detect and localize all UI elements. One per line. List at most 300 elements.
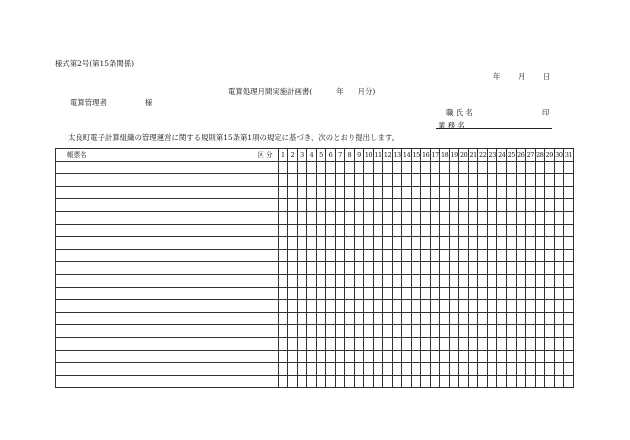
day-cell[interactable] xyxy=(278,375,288,388)
day-cell[interactable] xyxy=(392,174,402,187)
day-cell[interactable] xyxy=(364,363,374,376)
day-cell[interactable] xyxy=(487,174,497,187)
day-cell[interactable] xyxy=(430,224,440,237)
day-cell[interactable] xyxy=(459,363,469,376)
day-cell[interactable] xyxy=(402,287,412,300)
day-cell[interactable] xyxy=(487,312,497,325)
day-cell[interactable] xyxy=(316,262,326,275)
form-name-cell[interactable] xyxy=(56,161,247,174)
day-cell[interactable] xyxy=(421,224,431,237)
day-cell[interactable] xyxy=(545,224,555,237)
day-cell[interactable] xyxy=(411,300,421,313)
day-cell[interactable] xyxy=(430,262,440,275)
day-cell[interactable] xyxy=(459,312,469,325)
day-cell[interactable] xyxy=(526,262,536,275)
day-cell[interactable] xyxy=(392,161,402,174)
day-cell[interactable] xyxy=(507,375,517,388)
day-cell[interactable] xyxy=(487,262,497,275)
day-cell[interactable] xyxy=(497,312,507,325)
day-cell[interactable] xyxy=(373,337,383,350)
day-cell[interactable] xyxy=(516,337,526,350)
day-cell[interactable] xyxy=(449,312,459,325)
day-cell[interactable] xyxy=(440,287,450,300)
day-cell[interactable] xyxy=(335,174,345,187)
day-cell[interactable] xyxy=(421,325,431,338)
day-cell[interactable] xyxy=(288,300,298,313)
day-cell[interactable] xyxy=(554,312,564,325)
day-cell[interactable] xyxy=(526,274,536,287)
day-cell[interactable] xyxy=(545,262,555,275)
day-cell[interactable] xyxy=(459,262,469,275)
day-cell[interactable] xyxy=(516,211,526,224)
day-cell[interactable] xyxy=(392,312,402,325)
day-cell[interactable] xyxy=(468,300,478,313)
day-cell[interactable] xyxy=(478,186,488,199)
day-cell[interactable] xyxy=(526,161,536,174)
day-cell[interactable] xyxy=(545,186,555,199)
day-cell[interactable] xyxy=(411,274,421,287)
day-cell[interactable] xyxy=(459,274,469,287)
day-cell[interactable] xyxy=(507,363,517,376)
day-cell[interactable] xyxy=(411,224,421,237)
day-cell[interactable] xyxy=(545,161,555,174)
day-cell[interactable] xyxy=(554,262,564,275)
day-cell[interactable] xyxy=(430,300,440,313)
day-cell[interactable] xyxy=(402,325,412,338)
day-cell[interactable] xyxy=(345,312,355,325)
day-cell[interactable] xyxy=(430,161,440,174)
day-cell[interactable] xyxy=(459,337,469,350)
day-cell[interactable] xyxy=(554,249,564,262)
day-cell[interactable] xyxy=(345,300,355,313)
day-cell[interactable] xyxy=(316,350,326,363)
day-cell[interactable] xyxy=(288,199,298,212)
day-cell[interactable] xyxy=(516,274,526,287)
day-cell[interactable] xyxy=(402,375,412,388)
day-cell[interactable] xyxy=(449,375,459,388)
day-cell[interactable] xyxy=(335,274,345,287)
day-cell[interactable] xyxy=(345,337,355,350)
day-cell[interactable] xyxy=(497,199,507,212)
day-cell[interactable] xyxy=(345,174,355,187)
day-cell[interactable] xyxy=(440,350,450,363)
day-cell[interactable] xyxy=(297,237,307,250)
day-cell[interactable] xyxy=(411,249,421,262)
day-cell[interactable] xyxy=(364,325,374,338)
day-cell[interactable] xyxy=(288,249,298,262)
day-cell[interactable] xyxy=(516,249,526,262)
day-cell[interactable] xyxy=(354,325,364,338)
day-cell[interactable] xyxy=(497,375,507,388)
day-cell[interactable] xyxy=(526,287,536,300)
day-cell[interactable] xyxy=(383,312,393,325)
day-cell[interactable] xyxy=(421,274,431,287)
day-cell[interactable] xyxy=(335,325,345,338)
day-cell[interactable] xyxy=(497,363,507,376)
day-cell[interactable] xyxy=(345,262,355,275)
day-cell[interactable] xyxy=(373,161,383,174)
category-cell[interactable] xyxy=(246,375,278,388)
day-cell[interactable] xyxy=(383,249,393,262)
day-cell[interactable] xyxy=(516,363,526,376)
day-cell[interactable] xyxy=(507,337,517,350)
day-cell[interactable] xyxy=(345,186,355,199)
day-cell[interactable] xyxy=(535,262,545,275)
day-cell[interactable] xyxy=(497,161,507,174)
day-cell[interactable] xyxy=(373,375,383,388)
day-cell[interactable] xyxy=(288,161,298,174)
day-cell[interactable] xyxy=(402,312,412,325)
day-cell[interactable] xyxy=(307,312,317,325)
day-cell[interactable] xyxy=(402,350,412,363)
day-cell[interactable] xyxy=(516,199,526,212)
day-cell[interactable] xyxy=(411,211,421,224)
day-cell[interactable] xyxy=(288,350,298,363)
day-cell[interactable] xyxy=(345,161,355,174)
day-cell[interactable] xyxy=(278,300,288,313)
form-name-cell[interactable] xyxy=(56,375,247,388)
day-cell[interactable] xyxy=(516,325,526,338)
day-cell[interactable] xyxy=(516,287,526,300)
day-cell[interactable] xyxy=(392,224,402,237)
day-cell[interactable] xyxy=(307,363,317,376)
day-cell[interactable] xyxy=(459,161,469,174)
day-cell[interactable] xyxy=(278,325,288,338)
day-cell[interactable] xyxy=(288,312,298,325)
day-cell[interactable] xyxy=(545,287,555,300)
day-cell[interactable] xyxy=(497,249,507,262)
day-cell[interactable] xyxy=(430,287,440,300)
day-cell[interactable] xyxy=(449,199,459,212)
day-cell[interactable] xyxy=(364,237,374,250)
day-cell[interactable] xyxy=(516,375,526,388)
day-cell[interactable] xyxy=(507,262,517,275)
day-cell[interactable] xyxy=(468,287,478,300)
category-cell[interactable] xyxy=(246,274,278,287)
day-cell[interactable] xyxy=(487,300,497,313)
day-cell[interactable] xyxy=(449,274,459,287)
category-cell[interactable] xyxy=(246,337,278,350)
day-cell[interactable] xyxy=(526,237,536,250)
day-cell[interactable] xyxy=(421,199,431,212)
day-cell[interactable] xyxy=(497,300,507,313)
day-cell[interactable] xyxy=(449,325,459,338)
day-cell[interactable] xyxy=(364,211,374,224)
day-cell[interactable] xyxy=(288,211,298,224)
day-cell[interactable] xyxy=(487,199,497,212)
day-cell[interactable] xyxy=(373,224,383,237)
day-cell[interactable] xyxy=(326,337,336,350)
day-cell[interactable] xyxy=(364,249,374,262)
day-cell[interactable] xyxy=(297,249,307,262)
day-cell[interactable] xyxy=(535,249,545,262)
day-cell[interactable] xyxy=(421,312,431,325)
day-cell[interactable] xyxy=(364,274,374,287)
category-cell[interactable] xyxy=(246,237,278,250)
form-name-cell[interactable] xyxy=(56,350,247,363)
day-cell[interactable] xyxy=(554,224,564,237)
day-cell[interactable] xyxy=(364,262,374,275)
day-cell[interactable] xyxy=(545,300,555,313)
day-cell[interactable] xyxy=(307,161,317,174)
day-cell[interactable] xyxy=(335,363,345,376)
day-cell[interactable] xyxy=(545,249,555,262)
day-cell[interactable] xyxy=(278,224,288,237)
day-cell[interactable] xyxy=(535,174,545,187)
day-cell[interactable] xyxy=(278,274,288,287)
day-cell[interactable] xyxy=(535,325,545,338)
day-cell[interactable] xyxy=(507,211,517,224)
day-cell[interactable] xyxy=(326,274,336,287)
form-name-cell[interactable] xyxy=(56,337,247,350)
day-cell[interactable] xyxy=(383,186,393,199)
day-cell[interactable] xyxy=(373,211,383,224)
category-cell[interactable] xyxy=(246,325,278,338)
day-cell[interactable] xyxy=(516,161,526,174)
day-cell[interactable] xyxy=(411,262,421,275)
day-cell[interactable] xyxy=(364,350,374,363)
day-cell[interactable] xyxy=(564,325,574,338)
form-name-cell[interactable] xyxy=(56,287,247,300)
day-cell[interactable] xyxy=(478,262,488,275)
day-cell[interactable] xyxy=(326,199,336,212)
day-cell[interactable] xyxy=(345,211,355,224)
day-cell[interactable] xyxy=(554,287,564,300)
day-cell[interactable] xyxy=(507,325,517,338)
day-cell[interactable] xyxy=(402,186,412,199)
day-cell[interactable] xyxy=(307,274,317,287)
day-cell[interactable] xyxy=(535,237,545,250)
day-cell[interactable] xyxy=(440,363,450,376)
day-cell[interactable] xyxy=(564,287,574,300)
day-cell[interactable] xyxy=(478,300,488,313)
day-cell[interactable] xyxy=(507,237,517,250)
day-cell[interactable] xyxy=(554,375,564,388)
category-cell[interactable] xyxy=(246,161,278,174)
day-cell[interactable] xyxy=(449,161,459,174)
day-cell[interactable] xyxy=(526,350,536,363)
day-cell[interactable] xyxy=(345,249,355,262)
day-cell[interactable] xyxy=(354,249,364,262)
day-cell[interactable] xyxy=(373,287,383,300)
day-cell[interactable] xyxy=(507,161,517,174)
day-cell[interactable] xyxy=(459,186,469,199)
day-cell[interactable] xyxy=(449,363,459,376)
day-cell[interactable] xyxy=(468,237,478,250)
day-cell[interactable] xyxy=(383,211,393,224)
day-cell[interactable] xyxy=(497,224,507,237)
day-cell[interactable] xyxy=(421,186,431,199)
day-cell[interactable] xyxy=(335,300,345,313)
day-cell[interactable] xyxy=(278,161,288,174)
form-name-cell[interactable] xyxy=(56,224,247,237)
day-cell[interactable] xyxy=(430,312,440,325)
day-cell[interactable] xyxy=(335,211,345,224)
category-cell[interactable] xyxy=(246,199,278,212)
day-cell[interactable] xyxy=(278,174,288,187)
day-cell[interactable] xyxy=(440,337,450,350)
day-cell[interactable] xyxy=(364,375,374,388)
day-cell[interactable] xyxy=(345,375,355,388)
day-cell[interactable] xyxy=(507,312,517,325)
day-cell[interactable] xyxy=(545,337,555,350)
day-cell[interactable] xyxy=(326,312,336,325)
day-cell[interactable] xyxy=(288,287,298,300)
day-cell[interactable] xyxy=(326,363,336,376)
day-cell[interactable] xyxy=(468,174,478,187)
day-cell[interactable] xyxy=(297,161,307,174)
day-cell[interactable] xyxy=(487,237,497,250)
day-cell[interactable] xyxy=(278,186,288,199)
day-cell[interactable] xyxy=(468,199,478,212)
day-cell[interactable] xyxy=(507,199,517,212)
day-cell[interactable] xyxy=(288,186,298,199)
day-cell[interactable] xyxy=(449,174,459,187)
day-cell[interactable] xyxy=(507,350,517,363)
day-cell[interactable] xyxy=(392,375,402,388)
form-name-cell[interactable] xyxy=(56,237,247,250)
category-cell[interactable] xyxy=(246,287,278,300)
day-cell[interactable] xyxy=(564,350,574,363)
day-cell[interactable] xyxy=(564,186,574,199)
day-cell[interactable] xyxy=(364,300,374,313)
day-cell[interactable] xyxy=(440,274,450,287)
day-cell[interactable] xyxy=(316,312,326,325)
day-cell[interactable] xyxy=(307,237,317,250)
day-cell[interactable] xyxy=(402,161,412,174)
day-cell[interactable] xyxy=(364,186,374,199)
day-cell[interactable] xyxy=(497,186,507,199)
day-cell[interactable] xyxy=(554,350,564,363)
day-cell[interactable] xyxy=(364,287,374,300)
day-cell[interactable] xyxy=(373,350,383,363)
day-cell[interactable] xyxy=(354,199,364,212)
day-cell[interactable] xyxy=(545,199,555,212)
day-cell[interactable] xyxy=(440,186,450,199)
day-cell[interactable] xyxy=(564,363,574,376)
day-cell[interactable] xyxy=(354,337,364,350)
day-cell[interactable] xyxy=(526,375,536,388)
day-cell[interactable] xyxy=(449,287,459,300)
day-cell[interactable] xyxy=(468,337,478,350)
day-cell[interactable] xyxy=(497,325,507,338)
day-cell[interactable] xyxy=(526,224,536,237)
day-cell[interactable] xyxy=(459,224,469,237)
day-cell[interactable] xyxy=(354,237,364,250)
day-cell[interactable] xyxy=(316,161,326,174)
form-name-cell[interactable] xyxy=(56,300,247,313)
day-cell[interactable] xyxy=(288,262,298,275)
day-cell[interactable] xyxy=(278,211,288,224)
day-cell[interactable] xyxy=(478,161,488,174)
day-cell[interactable] xyxy=(392,186,402,199)
day-cell[interactable] xyxy=(402,174,412,187)
day-cell[interactable] xyxy=(402,262,412,275)
day-cell[interactable] xyxy=(564,274,574,287)
day-cell[interactable] xyxy=(402,300,412,313)
day-cell[interactable] xyxy=(497,350,507,363)
day-cell[interactable] xyxy=(307,337,317,350)
day-cell[interactable] xyxy=(545,211,555,224)
day-cell[interactable] xyxy=(307,287,317,300)
day-cell[interactable] xyxy=(564,337,574,350)
day-cell[interactable] xyxy=(316,199,326,212)
day-cell[interactable] xyxy=(288,174,298,187)
day-cell[interactable] xyxy=(307,224,317,237)
day-cell[interactable] xyxy=(440,325,450,338)
day-cell[interactable] xyxy=(373,262,383,275)
day-cell[interactable] xyxy=(411,350,421,363)
day-cell[interactable] xyxy=(478,199,488,212)
day-cell[interactable] xyxy=(487,274,497,287)
day-cell[interactable] xyxy=(392,262,402,275)
day-cell[interactable] xyxy=(364,199,374,212)
day-cell[interactable] xyxy=(487,224,497,237)
day-cell[interactable] xyxy=(507,274,517,287)
day-cell[interactable] xyxy=(554,161,564,174)
day-cell[interactable] xyxy=(297,211,307,224)
day-cell[interactable] xyxy=(449,337,459,350)
day-cell[interactable] xyxy=(478,274,488,287)
day-cell[interactable] xyxy=(440,262,450,275)
day-cell[interactable] xyxy=(402,211,412,224)
day-cell[interactable] xyxy=(497,274,507,287)
day-cell[interactable] xyxy=(497,262,507,275)
day-cell[interactable] xyxy=(383,350,393,363)
day-cell[interactable] xyxy=(421,350,431,363)
day-cell[interactable] xyxy=(316,325,326,338)
day-cell[interactable] xyxy=(316,337,326,350)
day-cell[interactable] xyxy=(297,375,307,388)
day-cell[interactable] xyxy=(278,199,288,212)
day-cell[interactable] xyxy=(345,237,355,250)
day-cell[interactable] xyxy=(554,274,564,287)
day-cell[interactable] xyxy=(487,375,497,388)
day-cell[interactable] xyxy=(326,186,336,199)
day-cell[interactable] xyxy=(411,363,421,376)
category-cell[interactable] xyxy=(246,186,278,199)
day-cell[interactable] xyxy=(364,224,374,237)
day-cell[interactable] xyxy=(288,375,298,388)
day-cell[interactable] xyxy=(383,337,393,350)
day-cell[interactable] xyxy=(564,300,574,313)
day-cell[interactable] xyxy=(307,262,317,275)
day-cell[interactable] xyxy=(392,337,402,350)
day-cell[interactable] xyxy=(392,363,402,376)
day-cell[interactable] xyxy=(364,312,374,325)
day-cell[interactable] xyxy=(278,249,288,262)
day-cell[interactable] xyxy=(297,274,307,287)
day-cell[interactable] xyxy=(516,262,526,275)
day-cell[interactable] xyxy=(326,325,336,338)
form-name-cell[interactable] xyxy=(56,174,247,187)
day-cell[interactable] xyxy=(316,287,326,300)
day-cell[interactable] xyxy=(288,363,298,376)
day-cell[interactable] xyxy=(564,211,574,224)
day-cell[interactable] xyxy=(459,174,469,187)
day-cell[interactable] xyxy=(307,174,317,187)
day-cell[interactable] xyxy=(468,224,478,237)
day-cell[interactable] xyxy=(545,363,555,376)
day-cell[interactable] xyxy=(373,274,383,287)
day-cell[interactable] xyxy=(411,287,421,300)
day-cell[interactable] xyxy=(430,375,440,388)
day-cell[interactable] xyxy=(487,350,497,363)
day-cell[interactable] xyxy=(335,287,345,300)
day-cell[interactable] xyxy=(392,274,402,287)
day-cell[interactable] xyxy=(468,186,478,199)
day-cell[interactable] xyxy=(487,186,497,199)
